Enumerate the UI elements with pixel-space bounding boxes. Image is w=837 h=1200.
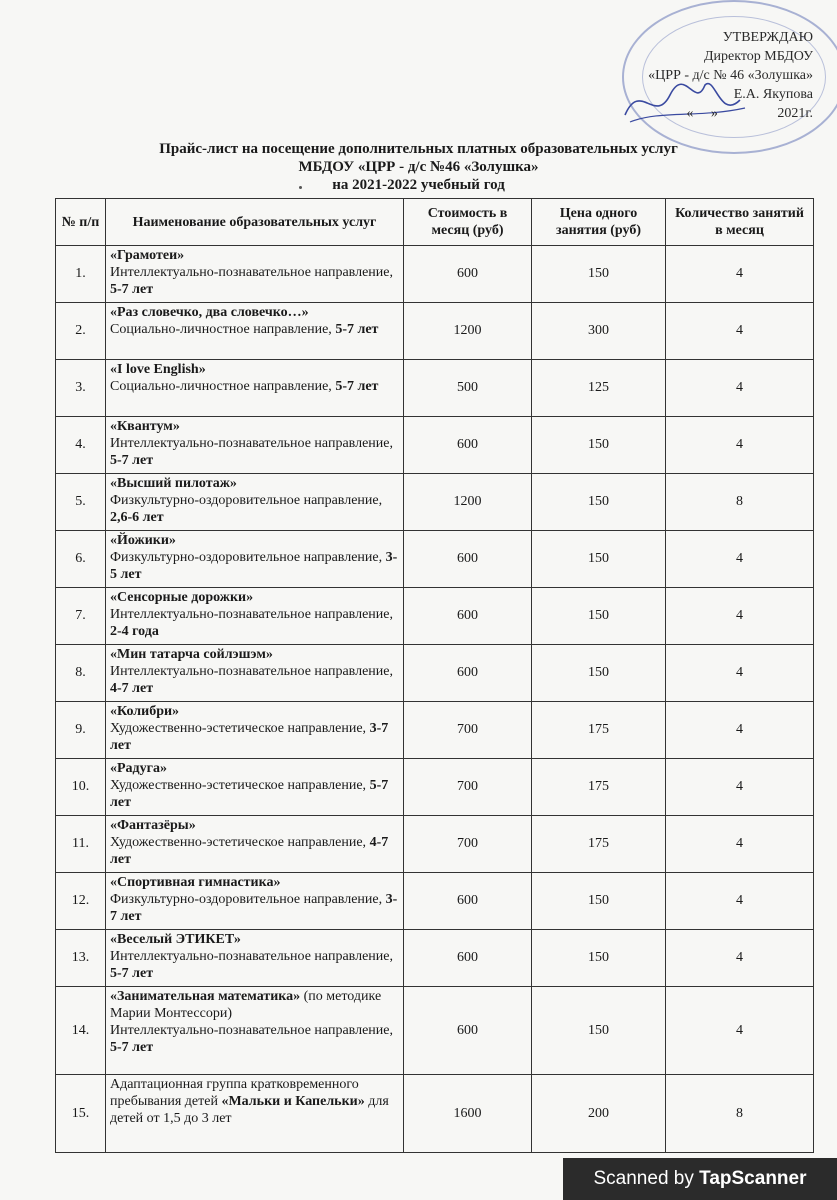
service-name: «Мин татарча сойлэшэм» (110, 647, 273, 662)
service-name: «Сенсорные дорожки» (110, 590, 254, 605)
service-direction: Интеллектуально-познавательное направление, (110, 607, 393, 622)
service-text-1: Адаптационная группа кратковременного пребывания детей (110, 1077, 359, 1109)
row-lesson-price: 300 (532, 303, 666, 360)
service-direction: Художественно-эстетическое направление, (110, 721, 370, 736)
row-lessons-count: 4 (666, 816, 814, 873)
service-direction: Художественно-эстетическое направление, (110, 778, 370, 793)
approval-block (573, 28, 813, 123)
approval-line-1: УТВЕРЖДАЮ (722, 30, 813, 45)
row-lesson-price: 175 (532, 759, 666, 816)
header-lessons-count: Количество занятий в месяц (666, 199, 814, 246)
row-num: 3. (56, 360, 106, 417)
service-age: 3-5 лет (110, 550, 398, 582)
title-line-3: на 2021-2022 учебный год (332, 177, 505, 193)
service-name: «Фантазёры» (110, 818, 196, 833)
row-service (106, 531, 404, 588)
scan-dot (299, 186, 302, 189)
row-service (106, 246, 404, 303)
row-service (106, 360, 404, 417)
row-lessons-count: 4 (666, 702, 814, 759)
row-lesson-price: 175 (532, 702, 666, 759)
page-title (0, 140, 837, 194)
table-row (56, 873, 814, 930)
service-age: 4-7 лет (110, 835, 389, 867)
row-month-cost: 700 (404, 702, 532, 759)
service-direction: Интеллектуально-познавательное направление, (110, 664, 393, 679)
row-service (106, 303, 404, 360)
row-num: 14. (56, 987, 106, 1075)
row-lessons-count: 8 (666, 474, 814, 531)
service-direction: Социально-личностное направление, (110, 322, 336, 337)
service-age: 2-4 года (110, 624, 159, 639)
row-lessons-count: 4 (666, 987, 814, 1075)
service-name: «Мальки и Капельки» (221, 1094, 365, 1109)
row-num: 4. (56, 417, 106, 474)
service-direction: Физкультурно-оздоровительное направление, (110, 892, 386, 907)
service-age: 4-7 лет (110, 681, 154, 696)
price-table (55, 198, 814, 1153)
row-month-cost: 600 (404, 531, 532, 588)
row-num: 5. (56, 474, 106, 531)
row-num: 8. (56, 645, 106, 702)
row-lesson-price: 150 (532, 987, 666, 1075)
table-row (56, 702, 814, 759)
row-month-cost: 700 (404, 759, 532, 816)
table-row (56, 930, 814, 987)
row-month-cost: 1200 (404, 474, 532, 531)
row-month-cost: 600 (404, 417, 532, 474)
table-row (56, 303, 814, 360)
header-row (56, 199, 814, 246)
row-num: 2. (56, 303, 106, 360)
table-row (56, 588, 814, 645)
row-month-cost: 600 (404, 930, 532, 987)
row-lesson-price: 200 (532, 1075, 666, 1153)
row-service (106, 816, 404, 873)
table-row (56, 987, 814, 1075)
service-age: 3-7 лет (110, 721, 389, 753)
service-direction: Художественно-эстетическое направление, (110, 835, 370, 850)
row-month-cost: 500 (404, 360, 532, 417)
row-lessons-count: 4 (666, 930, 814, 987)
table-row (56, 360, 814, 417)
row-lessons-count: 4 (666, 759, 814, 816)
row-month-cost: 600 (404, 873, 532, 930)
title-line-1: Прайс-лист на посещение дополнительных платных образовательных услуг (159, 141, 678, 157)
row-num: 1. (56, 246, 106, 303)
service-age: 5-7 лет (110, 453, 154, 468)
row-service (106, 759, 404, 816)
table-row (56, 474, 814, 531)
service-name: «Грамотеи» (110, 248, 185, 263)
row-num: 7. (56, 588, 106, 645)
table-row (56, 759, 814, 816)
header-month-cost: Стоимость в месяц (руб) (404, 199, 532, 246)
row-lesson-price: 150 (532, 930, 666, 987)
row-service (106, 987, 404, 1075)
row-lesson-price: 175 (532, 816, 666, 873)
row-lessons-count: 4 (666, 873, 814, 930)
row-month-cost: 600 (404, 246, 532, 303)
approval-line-2: Директор МБДОУ (703, 49, 813, 64)
row-service (106, 474, 404, 531)
row-num: 15. (56, 1075, 106, 1153)
row-service (106, 873, 404, 930)
header-name: Наименование образовательных услуг (106, 199, 404, 246)
service-age: 5-7 лет (110, 778, 389, 810)
row-lesson-price: 150 (532, 474, 666, 531)
row-month-cost: 1200 (404, 303, 532, 360)
service-note: (по методике Марии Монтессори) (110, 989, 382, 1021)
scanner-watermark (563, 1158, 837, 1200)
service-name: «Высший пилотаж» (110, 476, 237, 491)
title-line-2: МБДОУ «ЦРР - д/с №46 «Золушка» (298, 159, 539, 175)
service-age: 5-7 лет (335, 379, 379, 394)
service-text-2: для детей от 1,5 до 3 лет (110, 1094, 389, 1126)
row-lessons-count: 8 (666, 1075, 814, 1153)
service-age: 5-7 лет (110, 966, 154, 981)
row-service (106, 645, 404, 702)
service-direction: Интеллектуально-познавательное направление, (110, 265, 393, 280)
service-direction: Интеллектуально-познавательное направление, (110, 1023, 393, 1038)
service-direction: Интеллектуально-познавательное направление, (110, 949, 393, 964)
row-service (106, 1075, 404, 1153)
scanner-prefix: Scanned by (593, 1168, 700, 1189)
row-lesson-price: 125 (532, 360, 666, 417)
row-lessons-count: 4 (666, 645, 814, 702)
service-name: «Колибри» (110, 704, 180, 719)
row-service (106, 588, 404, 645)
table-row (56, 645, 814, 702)
row-lesson-price: 150 (532, 417, 666, 474)
row-month-cost: 600 (404, 987, 532, 1075)
row-num: 6. (56, 531, 106, 588)
row-lesson-price: 150 (532, 873, 666, 930)
row-month-cost: 600 (404, 588, 532, 645)
service-direction: Физкультурно-оздоровительное направление, (110, 493, 383, 508)
scanner-brand: TapScanner (699, 1168, 807, 1189)
row-lessons-count: 4 (666, 588, 814, 645)
row-lessons-count: 4 (666, 531, 814, 588)
row-service (106, 930, 404, 987)
service-name: «Веселый ЭТИКЕТ» (110, 932, 241, 947)
approval-date: « » 2021г. (686, 106, 813, 121)
service-age: 5-7 лет (110, 282, 154, 297)
header-lesson-price: Цена одного занятия (руб) (532, 199, 666, 246)
row-service (106, 702, 404, 759)
service-age: 5-7 лет (335, 322, 379, 337)
service-name: «Радуга» (110, 761, 167, 776)
table-row (56, 816, 814, 873)
service-direction: Социально-личностное направление, (110, 379, 336, 394)
row-num: 11. (56, 816, 106, 873)
row-num: 10. (56, 759, 106, 816)
service-name: «I love English» (110, 362, 206, 377)
service-name: «Занимательная математика» (110, 989, 301, 1004)
table-body (56, 246, 814, 1153)
service-age: 5-7 лет (110, 1040, 154, 1055)
row-num: 13. (56, 930, 106, 987)
row-lesson-price: 150 (532, 645, 666, 702)
table-row (56, 1075, 814, 1153)
row-month-cost: 700 (404, 816, 532, 873)
service-name: «Йожики» (110, 533, 176, 548)
row-lessons-count: 4 (666, 417, 814, 474)
service-name: «Квантум» (110, 419, 180, 434)
table-row (56, 531, 814, 588)
row-lessons-count: 4 (666, 246, 814, 303)
service-direction: Физкультурно-оздоровительное направление, (110, 550, 386, 565)
service-name: «Раз словечко, два словечко…» (110, 305, 309, 320)
approval-line-4: Е.А. Якупова (733, 87, 813, 102)
table-row (56, 417, 814, 474)
service-age: 3-7 лет (110, 892, 398, 924)
row-month-cost: 600 (404, 645, 532, 702)
table-row (56, 246, 814, 303)
row-num: 12. (56, 873, 106, 930)
header-num: № п/п (56, 199, 106, 246)
approval-line-3: «ЦРР - д/с № 46 «Золушка» (648, 68, 813, 83)
row-service (106, 417, 404, 474)
row-lessons-count: 4 (666, 303, 814, 360)
service-age: 2,6-6 лет (110, 510, 164, 525)
row-lesson-price: 150 (532, 588, 666, 645)
row-month-cost: 1600 (404, 1075, 532, 1153)
row-lesson-price: 150 (532, 246, 666, 303)
row-lesson-price: 150 (532, 531, 666, 588)
service-name: «Спортивная гимнастика» (110, 875, 281, 890)
row-lessons-count: 4 (666, 360, 814, 417)
service-direction: Интеллектуально-познавательное направление, (110, 436, 393, 451)
row-num: 9. (56, 702, 106, 759)
